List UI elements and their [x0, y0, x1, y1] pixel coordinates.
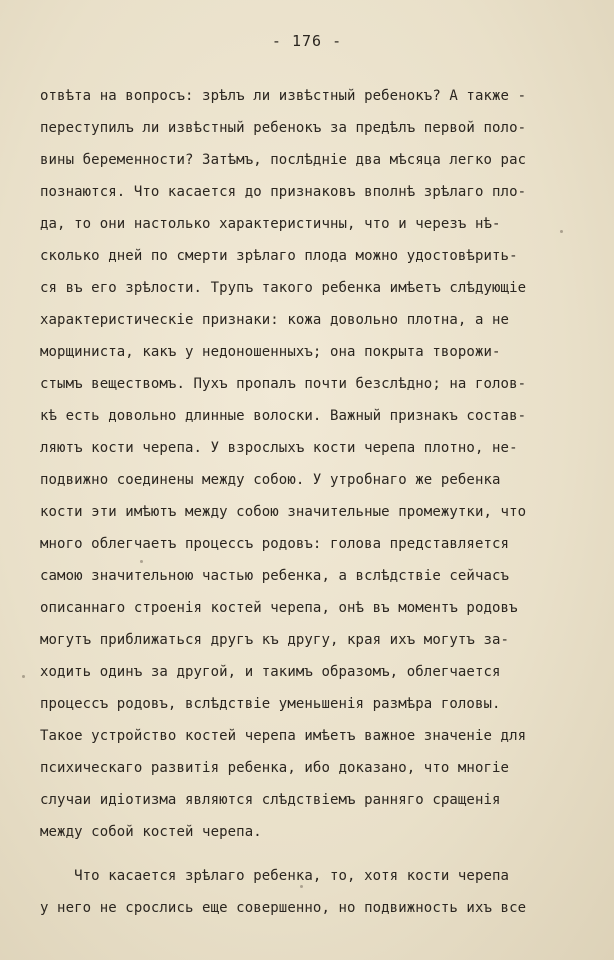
text-line: кѣ есть довольно длинные волоски. Важный признакъ состав- — [40, 408, 527, 424]
page-number: - 176 - — [271, 32, 343, 50]
text-line: отвѣта на вопросъ: зрѣлъ ли извѣстный ребенокъ? А также - — [40, 88, 527, 104]
paper-speck — [300, 885, 303, 888]
text-line: подвижно соединены между собою. У утробнаго же ребенка — [40, 472, 501, 488]
text-line: переступилъ ли извѣстный ребенокъ за предѣлъ первой поло- — [40, 120, 527, 136]
text-line: Что касается зрѣлаго ребенка, то, хотя кости черепа — [40, 868, 510, 884]
text-line: психическаго развитія ребенка, ибо доказано, что многіе — [40, 760, 510, 776]
text-line: много облегчаетъ процессъ родовъ: голова представляется — [40, 536, 510, 552]
text-line: процессъ родовъ, вслѣдствіе уменьшенія размѣра головы. — [40, 696, 501, 712]
paper-speck — [560, 230, 563, 233]
text-line: ся въ его зрѣлости. Трупъ такого ребенка имѣетъ слѣдующіе — [40, 280, 527, 296]
text-line: случаи идіотизма являются слѣдствіемъ ранняго сращенія — [40, 792, 501, 808]
paragraph-gap — [40, 848, 612, 860]
text-line: характеристическіе признаки: кожа довольно плотна, а не — [40, 312, 510, 328]
text-line: самою значительною частью ребенка, а вслѣдствіе сейчасъ — [40, 568, 510, 584]
text-line: между собой костей черепа. — [40, 824, 262, 840]
text-line: сколько дней по смерти зрѣлаго плода можно удостовѣрить- — [40, 248, 518, 264]
text-line: могутъ приближаться другъ къ другу, края ихъ могутъ за- — [40, 632, 510, 648]
text-line: морщиниста, какъ у недоношенныхъ; она покрыта творожи- — [40, 344, 501, 360]
paper-speck — [22, 675, 25, 678]
text-line: Такое устройство костей черепа имѣетъ важное значеніе для — [40, 728, 527, 744]
text-line: ляютъ кости черепа. У взрослыхъ кости черепа плотно, не- — [40, 440, 518, 456]
text-line: да, то они настолько характеристичны, что и черезъ нѣ- — [40, 216, 501, 232]
body-text — [40, 80, 612, 924]
text-line: стымъ веществомъ. Пухъ пропалъ почти безслѣдно; на голов- — [40, 376, 527, 392]
text-line: вины беременности? Затѣмъ, послѣдніе два мѣсяца легко рас — [40, 152, 527, 168]
text-line: описаннаго строенія костей черепа, онѣ въ моментъ родовъ — [40, 600, 518, 616]
text-line: кости эти имѣютъ между собою значительные промежутки, что — [40, 504, 527, 520]
text-line: познаются. Что касается до признаковъ вполнѣ зрѣлаго пло- — [40, 184, 527, 200]
text-line: ходить одинъ за другой, и такимъ образомъ, облегчается — [40, 664, 501, 680]
paper-speck — [140, 560, 143, 563]
text-line: у него не срослись еще совершенно, но подвижность ихъ все — [40, 900, 527, 916]
